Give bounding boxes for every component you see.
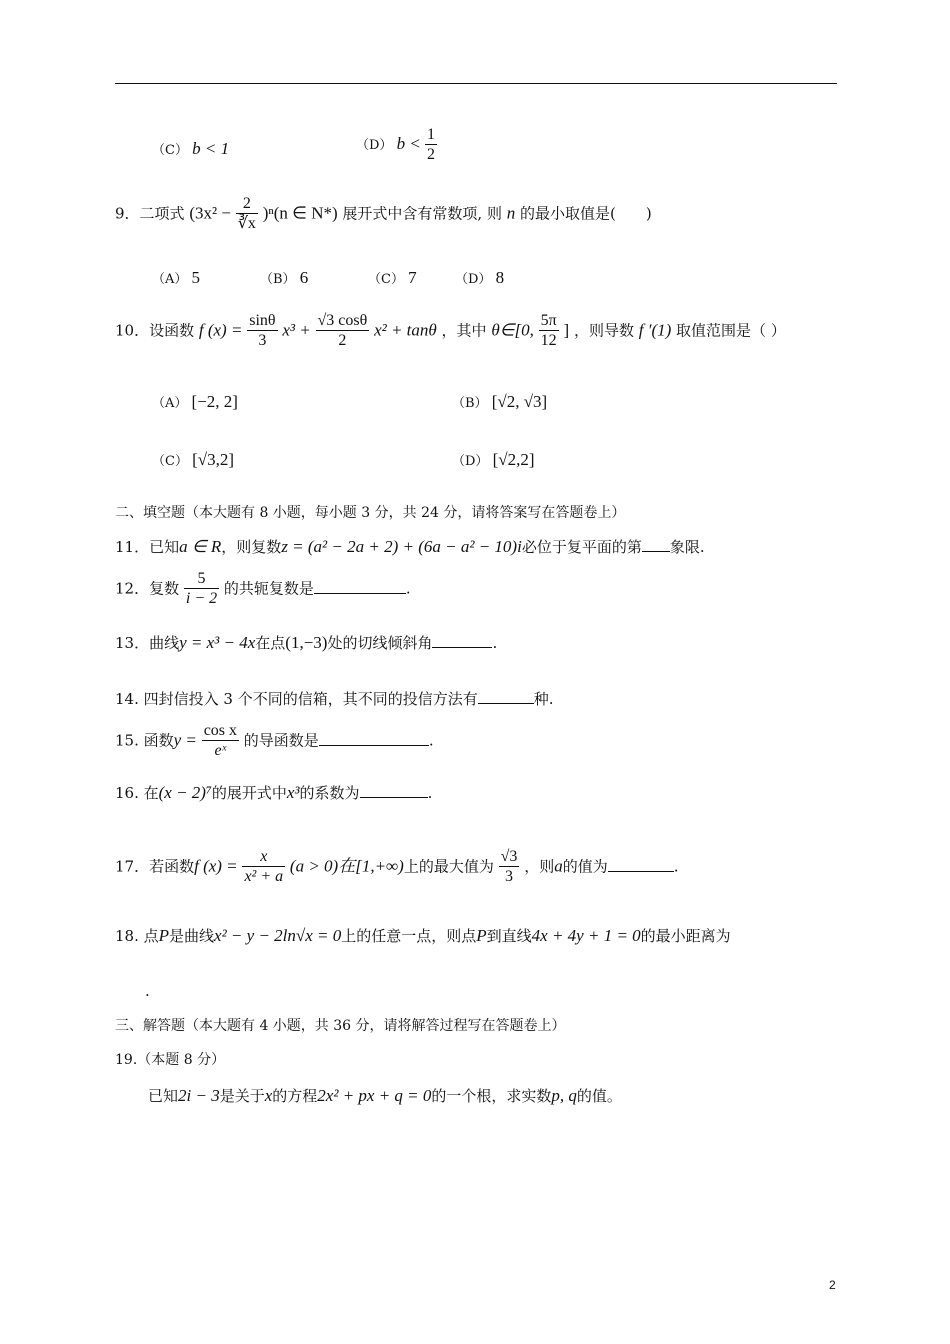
page-number: 2 bbox=[829, 1278, 836, 1292]
question-18: 18. 点P是曲线x² − y − 2ln√x = 0上的任意一点，则点P到直线4x + 4y + 1 = 0的最小距离为 bbox=[115, 926, 731, 945]
question-19-title: 19.（本题 8 分） bbox=[115, 1052, 226, 1068]
answer-blank bbox=[642, 537, 670, 552]
fraction: $\frac{\sin\theta}{3}$ bbox=[249, 312, 276, 349]
header-rule bbox=[115, 83, 837, 84]
section-3-heading: 三、解答题（本大题有 4 小题，共 36 分，请将解答过程写在答题卷上） bbox=[115, 1018, 566, 1034]
q10-option-c: （C） [√3,2] bbox=[152, 450, 234, 469]
fraction: $\frac{5\pi}{12}$ bbox=[540, 312, 557, 349]
q9-option-a: （A） 5 bbox=[152, 268, 201, 287]
fraction: $\frac{√3 \cos\theta}{2}$ bbox=[317, 312, 368, 349]
q10-option-a: （A） [−2, 2] bbox=[152, 392, 238, 411]
fraction: $\frac{√3}{3}$ bbox=[500, 848, 518, 885]
question-18-end: . bbox=[145, 982, 150, 1000]
answer-blank bbox=[360, 783, 428, 798]
option-value: b < bbox=[396, 134, 421, 153]
q10-option-b: （B） [√2, √3] bbox=[452, 392, 548, 411]
question-13: 13．曲线y = x³ − 4x在点(1,−3)处的切线倾斜角 . bbox=[115, 633, 498, 652]
answer-blank bbox=[478, 689, 534, 704]
answer-blank bbox=[432, 633, 492, 648]
q8-option-c bbox=[152, 139, 229, 159]
q8-option-d bbox=[356, 126, 437, 165]
answer-blank bbox=[608, 857, 674, 872]
question-16: 16. 在(x − 2)⁷的展开式中x³的系数为 . bbox=[115, 783, 433, 802]
fraction: $\frac{1}{2}$ bbox=[426, 126, 435, 163]
q9-option-b: （B） 6 bbox=[260, 268, 309, 287]
answer-blank bbox=[319, 731, 429, 746]
question-17: 17．若函数f (x) = $\frac{x}{\text{x² + a}}$ (a > 0)在[1,+∞)上的最大值为 $\frac{√3}{3}$ ，则a的值为 . bbox=[115, 848, 679, 885]
q9-option-d: （D） 8 bbox=[455, 268, 505, 287]
question-15: 15. 函数y = $\frac{\text{cos x}}{\text{eˣ}}$ 的导函数是 . bbox=[115, 722, 434, 759]
question-12: 12．复数 $\frac{5}{i - 2}$ 的共轭复数是 . bbox=[115, 570, 411, 607]
question-10: 10．设函数 f (x) = $\frac{\sin\theta}{3}$ x³ + $\frac{√3 \cos\theta}{2}$ x² + tanθ ，其中 θ∈[0, $\frac{5\pi}{12}$ ] ，则导数 f ′(1) 取值范围是（ ） bbox=[115, 312, 786, 349]
fraction: $\frac{2}{∛x}$ bbox=[237, 195, 256, 232]
option-label: （D） bbox=[356, 138, 393, 153]
option-value: b < 1 bbox=[192, 139, 230, 158]
section-2-heading: 二、填空题（本大题有 8 小题，每小题 3 分，共 24 分，请将答案写在答题卷上） bbox=[115, 505, 626, 521]
question-11: 11．已知a ∈ R，则复数z = (a² − 2a + 2) + (6a − a² − 10)i必位于复平面的第 象限. bbox=[115, 537, 705, 556]
fraction: $\frac{x}{\text{x² + a}}$ bbox=[244, 848, 284, 885]
answer-blank bbox=[314, 579, 406, 594]
question-9: 9．二项式 (3x² − $\frac{2}{∛x}$ )ⁿ(n ∈ N*) 展开式中含有常数项, 则 n 的最小取值是( ) bbox=[115, 195, 652, 232]
q9-option-c: （C） 7 bbox=[368, 268, 417, 287]
question-19: 已知2i − 3是关于x的方程2x² + px + q = 0的一个根，求实数p, q的值。 bbox=[148, 1086, 622, 1105]
question-14: 14. 四封信投入 3 个不同的信箱，其不同的投信方法有 种. bbox=[115, 690, 554, 708]
option-label: （C） bbox=[152, 143, 188, 158]
fraction: $\frac{5}{i - 2}$ bbox=[185, 570, 218, 607]
fraction: $\frac{\text{cos x}}{\text{eˣ}}$ bbox=[203, 722, 238, 759]
q10-option-d: （D） [√2,2] bbox=[452, 450, 535, 469]
